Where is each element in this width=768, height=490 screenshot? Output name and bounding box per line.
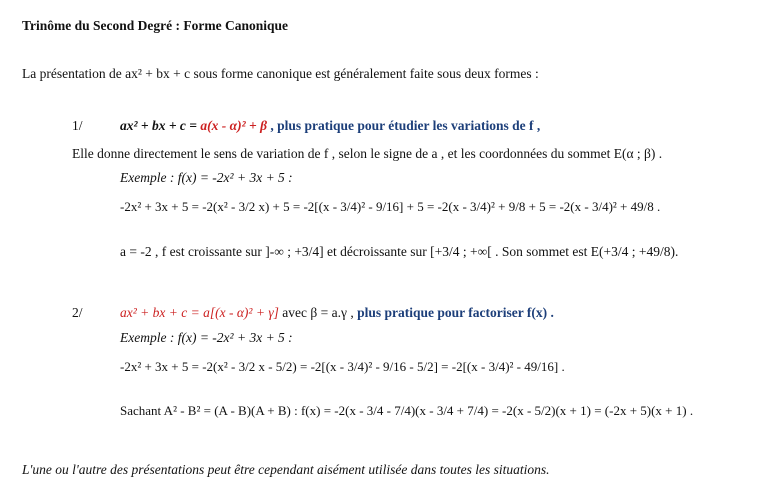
form2-with: avec β = a.γ , <box>278 305 358 320</box>
form2-heading <box>120 305 554 321</box>
form1-calculation: -2x² + 3x + 5 = -2(x² - 3/2 x) + 5 = -2[(x - 3/4)² - 9/16] + 5 = -2(x - 3/4)² + 9/8 + 5 = -2(x - 3/4)² + 49/8 . <box>120 199 661 214</box>
form1-rhs: a(x - α)² + β <box>200 118 267 133</box>
form2-identity: Sachant A² - B² = (A - B)(A + B) : f(x) = -2(x - 3/4 - 7/4)(x - 3/4 + 7/4) = -2(x - 5/2)(x + 1) = (-2x + 5)(x + 1) . <box>120 403 694 418</box>
form1-description: Elle donne directement le sens de variation de f , selon le signe de a , et les coordonnées du sommet E(α ; β) . <box>72 146 663 161</box>
form1-number: 1/ <box>72 118 83 133</box>
footer-note: L'une ou l'autre des présentations peut être cependant aisément utilisée dans toutes les situations. <box>22 462 550 477</box>
form2-number: 2/ <box>72 305 83 320</box>
page-title: Trinôme du Second Degré : Forme Canonique <box>22 18 288 33</box>
form1-tail: , plus pratique pour étudier les variations de f , <box>267 118 541 133</box>
intro-text: La présentation de ax² + bx + c sous forme canonique est généralement faite sous deux formes : <box>22 66 539 81</box>
form1-example: Exemple : f(x) = -2x² + 3x + 5 : <box>120 170 293 185</box>
form2-calculation: -2x² + 3x + 5 = -2(x² - 3/2 x - 5/2) = -2[(x - 3/4)² - 9/16 - 5/2] = -2[(x - 3/4)² - 49/16] . <box>120 359 565 374</box>
form1-conclusion: a = -2 , f est croissante sur ]-∞ ; +3/4] et décroissante sur [+3/4 ; +∞[ . Son sommet est E(+3/4 ; +49/8). <box>120 244 679 259</box>
form1-lhs: ax² + bx + c = <box>120 118 201 133</box>
form2-example: Exemple : f(x) = -2x² + 3x + 5 : <box>120 330 293 345</box>
form1-heading <box>120 118 540 134</box>
form2-equation: ax² + bx + c = a[(x - α)² + γ] <box>120 305 279 320</box>
form2-tail: plus pratique pour factoriser f(x) . <box>357 305 554 320</box>
